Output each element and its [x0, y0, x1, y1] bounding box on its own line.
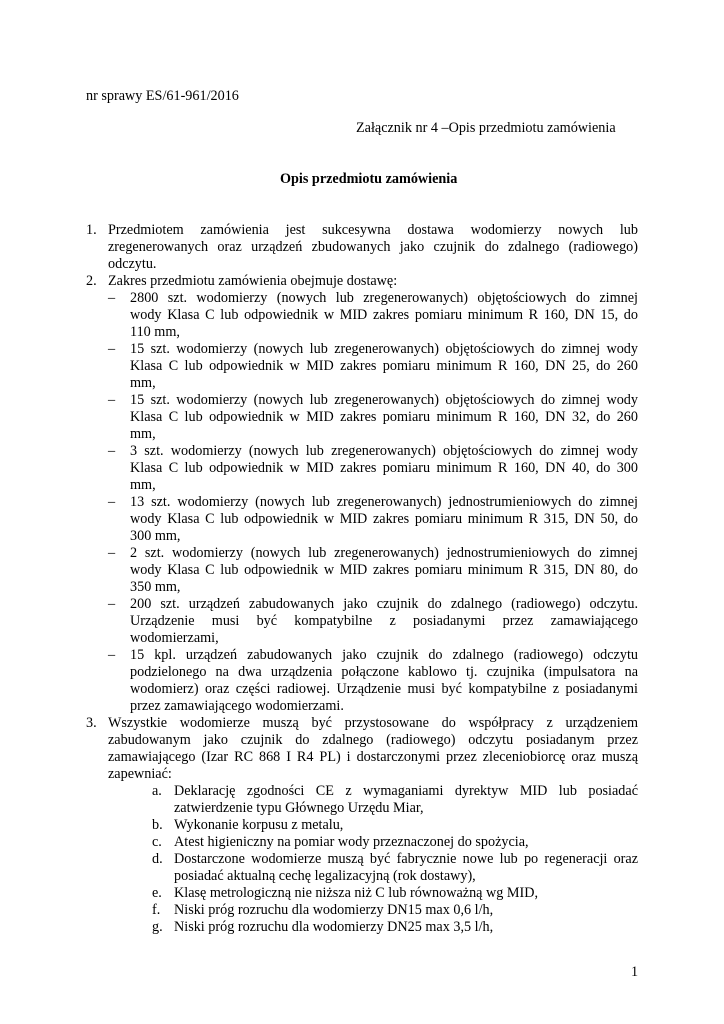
- list-label: c.: [152, 834, 162, 850]
- list-label: g.: [152, 919, 163, 935]
- list-item-line: Urządzenie musi być kompatybilne z posiadanymi przez zamawiającego: [130, 613, 638, 629]
- list-item-line: Klasa C lub odpowiednik w MID zakres pomiaru minimum R 160, DN 32, do 260: [130, 409, 638, 425]
- attachment-label: Załącznik nr 4 –Opis przedmiotu zamówienia: [356, 120, 616, 136]
- section-1-line: Przedmiotem zamówienia jest sukcesywna dostawa wodomierzy nowych lub: [108, 222, 638, 238]
- section-3-line: zapewniać:: [108, 766, 172, 782]
- case-number: nr sprawy ES/61-961/2016: [86, 88, 239, 104]
- section-3-line: Wszystkie wodomierze muszą być przystosowane do współpracy z urządzeniem: [108, 715, 638, 731]
- list-item-line: mm,: [130, 426, 156, 442]
- list-item-line: wody Klasa C lub odpowiednik w MID zakres pomiaru minimum R 315, DN 80, do: [130, 562, 638, 578]
- list-item-line: 2800 szt. wodomierzy (nowych lub zregenerowanych) objętościowych do zimnej: [130, 290, 638, 306]
- list-item-line: 2 szt. wodomierzy (nowych lub zregenerowanych) jednostrumieniowych do zimnej: [130, 545, 638, 561]
- section-1-number: 1.: [86, 222, 97, 238]
- list-item-line: zatwierdzenie typu Głównego Urzędu Miar,: [174, 800, 424, 816]
- list-item-line: Niski próg rozruchu dla wodomierzy DN15 max 0,6 l/h,: [174, 902, 494, 918]
- list-item-line: przez zamawiającego wodomierzami.: [130, 698, 344, 714]
- list-item-line: podzielonego na dwa urządzenia połączone kablowo tj. czujnika (impulsatora na: [130, 664, 638, 680]
- section-3-line: zamawiającego (Izar RC 868 I R4 PL) i dostarczonymi przez zleceniobiorcę oraz muszą: [108, 749, 638, 765]
- list-label: d.: [152, 851, 163, 867]
- list-item-line: 15 kpl. urządzeń zabudowanych jako czujnik do zdalnego (radiowego) odczytu: [130, 647, 638, 663]
- list-item-line: wodomierz) oraz części radiowej. Urządzenie musi być kompatybilne z posiadanymi: [130, 681, 638, 697]
- bullet-dash: –: [108, 494, 116, 510]
- list-item-line: Klasa C lub odpowiednik w MID zakres pomiaru minimum R 160, DN 40, do 300: [130, 460, 638, 476]
- bullet-dash: –: [108, 596, 116, 612]
- section-2-number: 2.: [86, 273, 97, 289]
- list-item-line: 200 szt. urządzeń zabudowanych jako czujnik do zdalnego (radiowego) odczytu.: [130, 596, 638, 612]
- list-label: e.: [152, 885, 162, 901]
- list-item-line: 13 szt. wodomierzy (nowych lub zregenerowanych) jednostrumieniowych do zimnej: [130, 494, 638, 510]
- bullet-dash: –: [108, 647, 116, 663]
- bullet-dash: –: [108, 545, 116, 561]
- list-item-line: 3 szt. wodomierzy (nowych lub zregenerowanych) objętościowych do zimnej wody: [130, 443, 638, 459]
- list-item-line: Niski próg rozruchu dla wodomierzy DN25 max 3,5 l/h,: [174, 919, 494, 935]
- page-title: Opis przedmiotu zamówienia: [280, 171, 458, 187]
- list-item-line: 15 szt. wodomierzy (nowych lub zregenerowanych) objętościowych do zimnej wody: [130, 392, 638, 408]
- list-item-line: Klasa C lub odpowiednik w MID zakres pomiaru minimum R 160, DN 25, do 260: [130, 358, 638, 374]
- section-2-intro: Zakres przedmiotu zamówienia obejmuje dostawę:: [108, 273, 398, 289]
- list-item-line: Deklarację zgodności CE z wymaganiami dyrektyw MID lub posiadać: [174, 783, 638, 799]
- list-item-line: mm,: [130, 375, 156, 391]
- list-item-line: Dostarczone wodomierze muszą być fabrycznie nowe lub po regeneracji oraz: [174, 851, 638, 867]
- list-item-line: 350 mm,: [130, 579, 181, 595]
- list-item-line: 15 szt. wodomierzy (nowych lub zregenerowanych) objętościowych do zimnej wody: [130, 341, 638, 357]
- section-3-line: zabudowanym jako czujnik do zdalnego (radiowego) odczytu posiadanym przez: [108, 732, 638, 748]
- bullet-dash: –: [108, 443, 116, 459]
- section-1-line: zregenerowanych oraz urządzeń zbudowanych jako czujnik do zdalnego (radiowego): [108, 239, 638, 255]
- list-item-line: 300 mm,: [130, 528, 181, 544]
- list-item-line: Wykonanie korpusu z metalu,: [174, 817, 344, 833]
- bullet-dash: –: [108, 341, 116, 357]
- list-item-line: Klasę metrologiczną nie niższa niż C lub równoważną wg MID,: [174, 885, 539, 901]
- list-label: a.: [152, 783, 162, 799]
- section-1-line: odczytu.: [108, 256, 157, 272]
- list-item-line: Atest higieniczny na pomiar wody przeznaczonej do spożycia,: [174, 834, 529, 850]
- list-item-line: wody Klasa C lub odpowiednik w MID zakres pomiaru minimum R 160, DN 15, do: [130, 307, 638, 323]
- list-label: b.: [152, 817, 163, 833]
- bullet-dash: –: [108, 392, 116, 408]
- list-label: f.: [152, 902, 161, 918]
- list-item-line: wodomierzami,: [130, 630, 219, 646]
- list-item-line: wody Klasa C lub odpowiednik w MID zakres pomiaru minimum R 315, DN 50, do: [130, 511, 638, 527]
- list-item-line: posiadać aktualną cechę legalizacyjną (rok dostawy),: [174, 868, 476, 884]
- page-number: 1: [631, 964, 639, 980]
- bullet-dash: –: [108, 290, 116, 306]
- section-3-number: 3.: [86, 715, 97, 731]
- list-item-line: 110 mm,: [130, 324, 180, 340]
- list-item-line: mm,: [130, 477, 156, 493]
